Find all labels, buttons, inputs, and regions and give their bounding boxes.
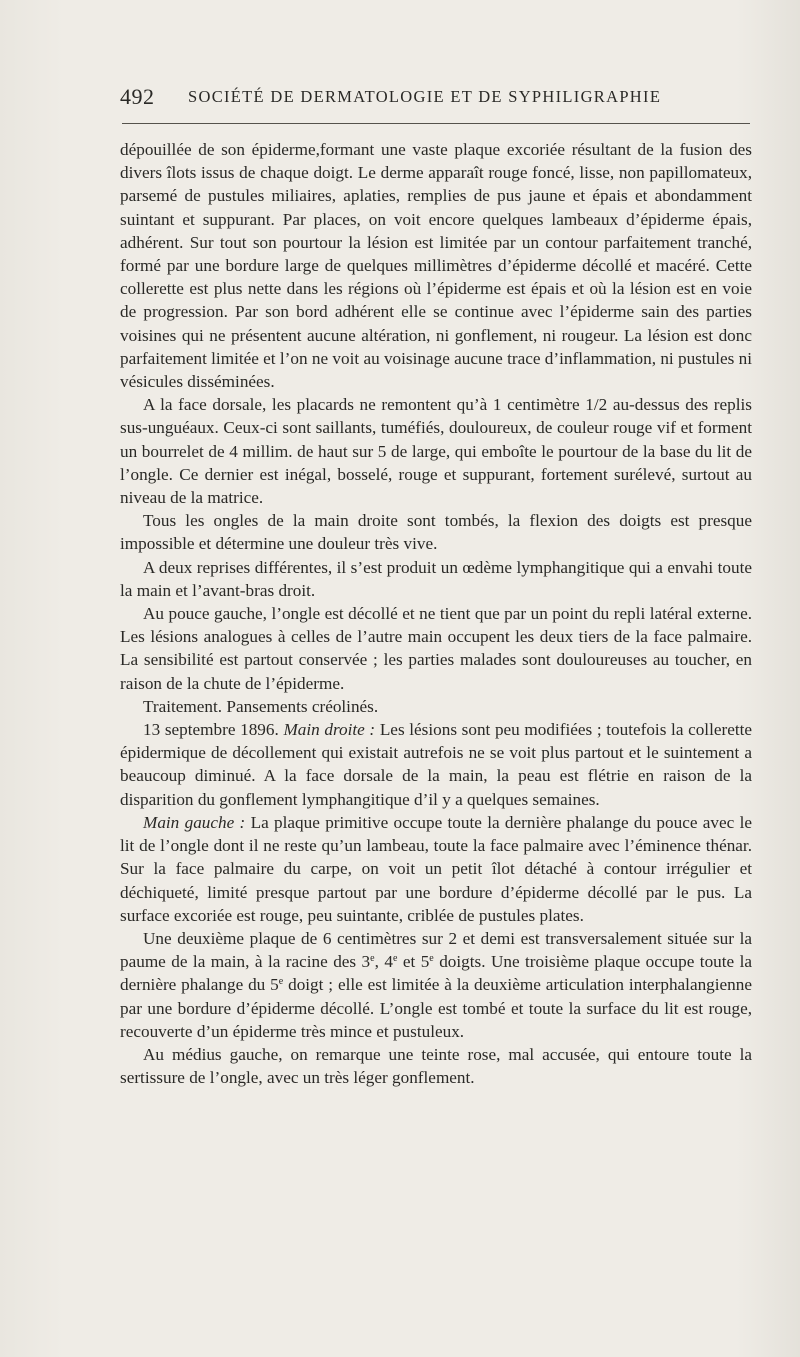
paragraph-9-text-a: Une deuxième plaque de 6 centimètres sur 2 et demi est transversalement située sur la paume de la main, à la racine des 3: [120, 928, 752, 972]
paragraph-3: Tous les ongles de la main droite sont tombés, la flexion des doigts est presque impossible et détermine une douleur très vive.: [120, 511, 752, 554]
paragraph-7: [120, 718, 752, 811]
entry-label-main-droite: Main droite :: [283, 720, 376, 740]
paragraph-9-text-c: et 5: [397, 952, 430, 972]
paragraph-10: Au médius gauche, on remarque une teinte rose, mal accusée, qui entoure toute la sertissure de l’ongle, avec un très léger gonflement.: [120, 1044, 752, 1088]
superscript: e: [278, 976, 284, 988]
entry-label-main-gauche: Main gauche :: [143, 812, 246, 832]
body-text: [120, 138, 752, 1089]
paragraph-4: A deux reprises différentes, il s’est produit un œdème lymphangitique qui a envahi toute la main et l’avant-bras droit.: [120, 557, 752, 600]
paragraph-9-text-d: doigts. Une troisième plaque occupe toute la dernière phalange du 5: [120, 952, 753, 995]
page-header: [120, 84, 752, 114]
superscript: e: [370, 953, 375, 965]
paragraph-9-text-e: doigt ; elle est limitée à la deuxième articulation interphalangienne par une bordure d’épiderme décollé. L’ongle est tombé et toute la surface du lit est rouge, recouverte d’un épiderme très mince et pustuleux.: [120, 975, 752, 1041]
paragraph-5: Au pouce gauche, l’ongle est décollé et ne tient que par un point du repli latéral externe. Les lésions analogues à celles de l’autre main occupent les deux tiers de la face palmaire. La sensibilité est partout conservée ; les parties malades sont douloureuses au toucher, en raison de la chute de l’épiderme.: [120, 604, 752, 693]
paragraph-9-text-b: , 4: [374, 952, 393, 972]
paragraph-6: Traitement. Pansements créolinés.: [143, 696, 379, 716]
paragraph-7-text: Les lésions sont peu modifiées ; toutefois la collerette épidermique de décollement qui existait autrefois ne se voit plus partout et le suintement a beaucoup diminué. A la face dorsale de la main, la peau est flétrie en raison de la disparition du gonflement lymphangitique d’il y a quelques semaines.: [120, 720, 753, 809]
paragraph-8: [120, 811, 752, 927]
paragraph-9: [120, 927, 752, 1043]
page-number: 492: [120, 84, 155, 109]
paragraph-8-text: La plaque primitive occupe toute la dernière phalange du pouce avec le lit de l’ongle dont il ne reste qu’un lambeau, toute la face palmaire avec l’éminence thénar. Sur la face palmaire du carpe, on voit un petit îlot détaché à contour irrégulier et déchiqueté, limité presque partout par une bordure d’épiderme décollé par le pus. La surface excoriée est rouge, peu suintante, criblée de pustules plates.: [120, 812, 752, 925]
paragraph-2: A la face dorsale, les placards ne remontent qu’à 1 centimètre 1/2 au-dessus des replis sus-unguéaux. Ceux-ci sont saillants, tuméfiés, douloureux, de couleur rouge vif et forment un bourrelet de 4 millim. de haut sur 5 de large, qui emboîte le pourtour de la base du lit de l’ongle. Ce dernier est inégal, bosselé, rouge et suppurant, fortement surélevé, surtout au niveau de la matrice.: [120, 395, 752, 508]
paragraph-1: dépouillée de son épiderme,formant une vaste plaque excoriée résultant de la fusion des divers îlots issus de chaque doigt. Le derme apparaît rouge foncé, lisse, non papillomateux, parsemé de pustules miliaires, aplaties, remplies de pus jaune et épais et abondamment suintant et suppurant. Par places, on voit encore quelques lambeaux d’épiderme épais, adhérent. Sur tout son pourtour la lésion est limitée par un contour parfaitement tranché, formé par une bordure large de quelques millimètres d’épiderme décollé et macéré. Cette collerette est plus nette dans les régions où l’épiderme est épais et où la lésion est en voie de progression. Par son bord adhérent elle se continue avec l’épiderme sain des parties voisines qui ne présentent aucune altération, ni gonflement, ni rougeur. La lésion est donc parfaitement limitée et l’on ne voit au voisinage aucune trace d’inflammation, ni pustules ni vésicules disséminées.: [120, 140, 752, 392]
header-rule: [122, 123, 750, 124]
superscript: e: [429, 953, 434, 965]
running-head: SOCIÉTÉ DE DERMATOLOGIE ET DE SYPHILIGRAPHIE: [188, 87, 662, 106]
superscript: e: [392, 953, 398, 965]
entry-date: 13 septembre 1896.: [143, 720, 279, 740]
